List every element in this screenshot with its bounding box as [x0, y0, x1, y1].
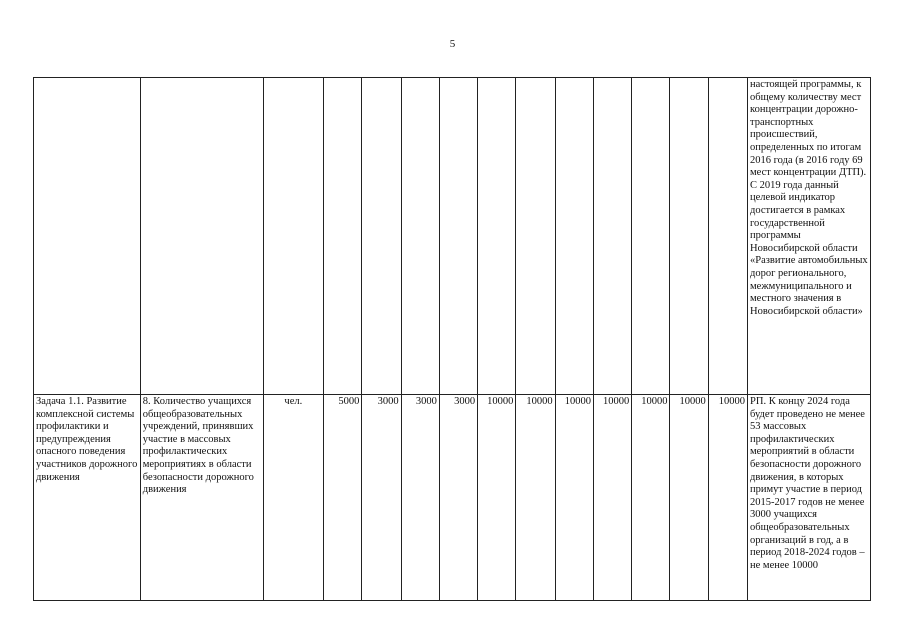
- unit-cell: чел.: [263, 395, 323, 601]
- indicators-table: [33, 77, 871, 601]
- table-row: [34, 395, 871, 601]
- value-cell: [516, 78, 555, 395]
- value-cell: [439, 78, 477, 395]
- indicator-cell: 8. Количество учащихся общеобразовательных учреждений, принявших участие в массовых профилактических мероприятиях в области безопасности дорожного движения: [140, 395, 263, 601]
- value-cell: 10000: [670, 395, 708, 601]
- value-cell: [593, 78, 631, 395]
- page-number: 5: [449, 38, 456, 50]
- value-cell: [401, 78, 439, 395]
- value-cell: 3000: [439, 395, 477, 601]
- value-cell: [670, 78, 708, 395]
- value-cell: [632, 78, 670, 395]
- unit-cell: [263, 78, 323, 395]
- value-cell: [324, 78, 362, 395]
- value-cell: 3000: [401, 395, 439, 601]
- task-cell: Задача 1.1. Развитие комплексной системы профилактики и предупреждения опасного поведения участников дорожного движения: [34, 395, 141, 601]
- value-cell: 10000: [478, 395, 516, 601]
- value-cell: 10000: [632, 395, 670, 601]
- value-cell: [478, 78, 516, 395]
- table-row: [34, 78, 871, 395]
- value-cell: 10000: [555, 395, 593, 601]
- value-cell: 10000: [708, 395, 747, 601]
- note-cell: настоящей программы, к общему количеству мест концентрации дорожно-транспортных происшествий, определенных по итогам 2016 года (в 2016 году 69 мест концентрации ДТП). С 2019 года данный целевой индикатор достигается в рамках государственной программы Новосибирской области «Развитие автомобильных дорог регионального, межмуниципального и местного значения в Новосибирской области»: [748, 78, 871, 395]
- task-cell: [34, 78, 141, 395]
- indicator-cell: [140, 78, 263, 395]
- value-cell: 10000: [593, 395, 631, 601]
- value-cell: 3000: [362, 395, 401, 601]
- table-body: [34, 78, 871, 601]
- value-cell: [362, 78, 401, 395]
- value-cell: [555, 78, 593, 395]
- note-cell: РП. К концу 2024 года будет проведено не менее 53 массовых профилактических мероприятий в области безопасности дорожного движения, в которых примут участие в период 2015-2017 годов не менее 3000 учащихся общеобразовательных организаций в год, а в период 2018-2024 годов – не менее 10000: [748, 395, 871, 601]
- value-cell: 5000: [324, 395, 362, 601]
- value-cell: [708, 78, 747, 395]
- value-cell: 10000: [516, 395, 555, 601]
